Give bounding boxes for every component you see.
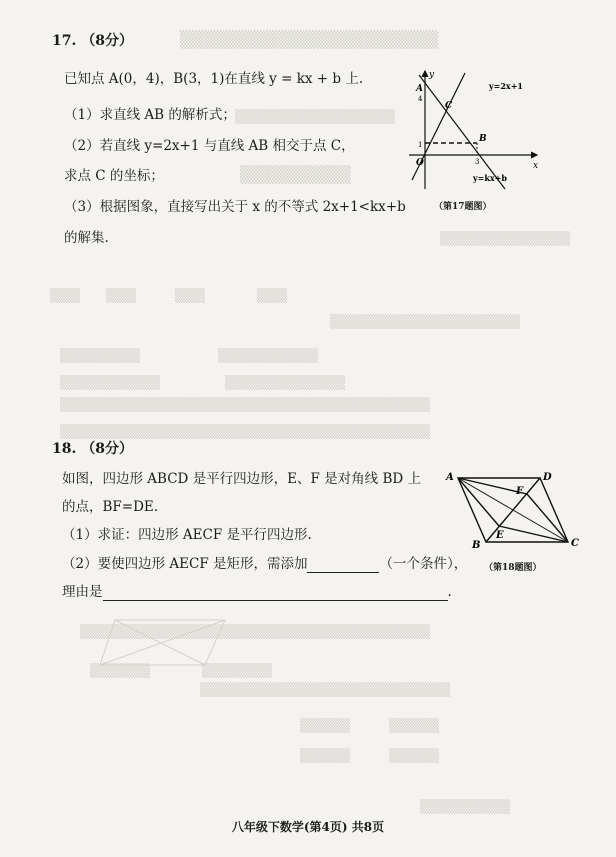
q18-figure xyxy=(440,466,590,554)
q17-line2-label: y=kx+b xyxy=(473,173,507,183)
q18-reason-label: 理由是 xyxy=(62,584,103,600)
q17-figure xyxy=(405,65,545,195)
q18-part2 xyxy=(62,555,467,573)
q18-segment-AE xyxy=(458,478,499,526)
q17-tick-1: 1 xyxy=(418,141,423,149)
q17-label-B: B xyxy=(479,134,487,144)
q18-diagonal-AC xyxy=(458,478,568,542)
q18-label-E: E xyxy=(496,530,504,541)
q17-label-O: O xyxy=(416,158,424,168)
q18-header xyxy=(52,440,133,458)
page-footer: 八年级下数学(第4页) 共8页 xyxy=(231,820,385,834)
q18-label-B: B xyxy=(472,540,481,551)
q17-tick-3: 3 xyxy=(475,158,480,166)
q18-score: （8分） xyxy=(81,441,133,457)
q17-line-kx-b xyxy=(419,75,505,189)
q18-number: 18. xyxy=(52,441,77,457)
q18-reason-end: . xyxy=(447,584,452,600)
q18-label-F: F xyxy=(516,486,524,497)
q18-condition-blank[interactable] xyxy=(307,557,379,573)
q17-header xyxy=(52,32,133,50)
q17-part3-line2: 的解集. xyxy=(64,230,109,246)
q18-part2-suffix: （一个条件）， xyxy=(379,556,468,572)
q18-part1: （1）求证：四边形 AECF 是平行四边形. xyxy=(62,527,312,543)
q17-figure-caption: （第17题图） xyxy=(434,202,492,212)
bleed-through-figure xyxy=(95,600,235,680)
q18-label-A: A xyxy=(446,472,454,483)
q18-reason-blank[interactable] xyxy=(103,585,448,601)
q17-part3-line1: （3）根据图象，直接写出关于 x 的不等式 2x+1<kx+b xyxy=(64,199,406,215)
q17-part1: （1）求直线 AB 的解析式； xyxy=(64,107,236,123)
q17-part2-line1: （2）若直线 y=2x+1 与直线 AB 相交于点 C， xyxy=(64,138,355,154)
q17-part2-line2: 求点 C 的坐标； xyxy=(64,168,164,184)
q17-label-A: A xyxy=(416,84,423,94)
q18-reason xyxy=(62,583,452,601)
q17-label-x: x xyxy=(533,161,539,171)
q17-tick-4: 4 xyxy=(418,95,423,103)
q17-intro: 已知点 A(0，4)，B(3，1)在直线 y = kx + b 上. xyxy=(64,71,364,87)
q18-intro-line2: 的点，BF=DE. xyxy=(62,499,159,515)
q17-number: 17. xyxy=(52,33,77,49)
q17-label-y: y xyxy=(429,70,435,80)
q18-part2-text: （2）要使四边形 AECF 是矩形，需添加 xyxy=(62,556,308,572)
q17-score: （8分） xyxy=(81,33,133,49)
q18-segment-FC xyxy=(527,494,568,542)
q18-segment-EC xyxy=(499,526,568,542)
q18-intro-line1: 如图，四边形 ABCD 是平行四边形，E、F 是对角线 BD 上 xyxy=(62,471,421,487)
q18-label-D: D xyxy=(543,472,552,483)
q18-figure-caption: （第18题图） xyxy=(484,563,542,573)
q17-label-C: C xyxy=(445,101,453,111)
q17-line1-label: y=2x+1 xyxy=(489,81,523,91)
q18-label-C: C xyxy=(571,538,579,549)
